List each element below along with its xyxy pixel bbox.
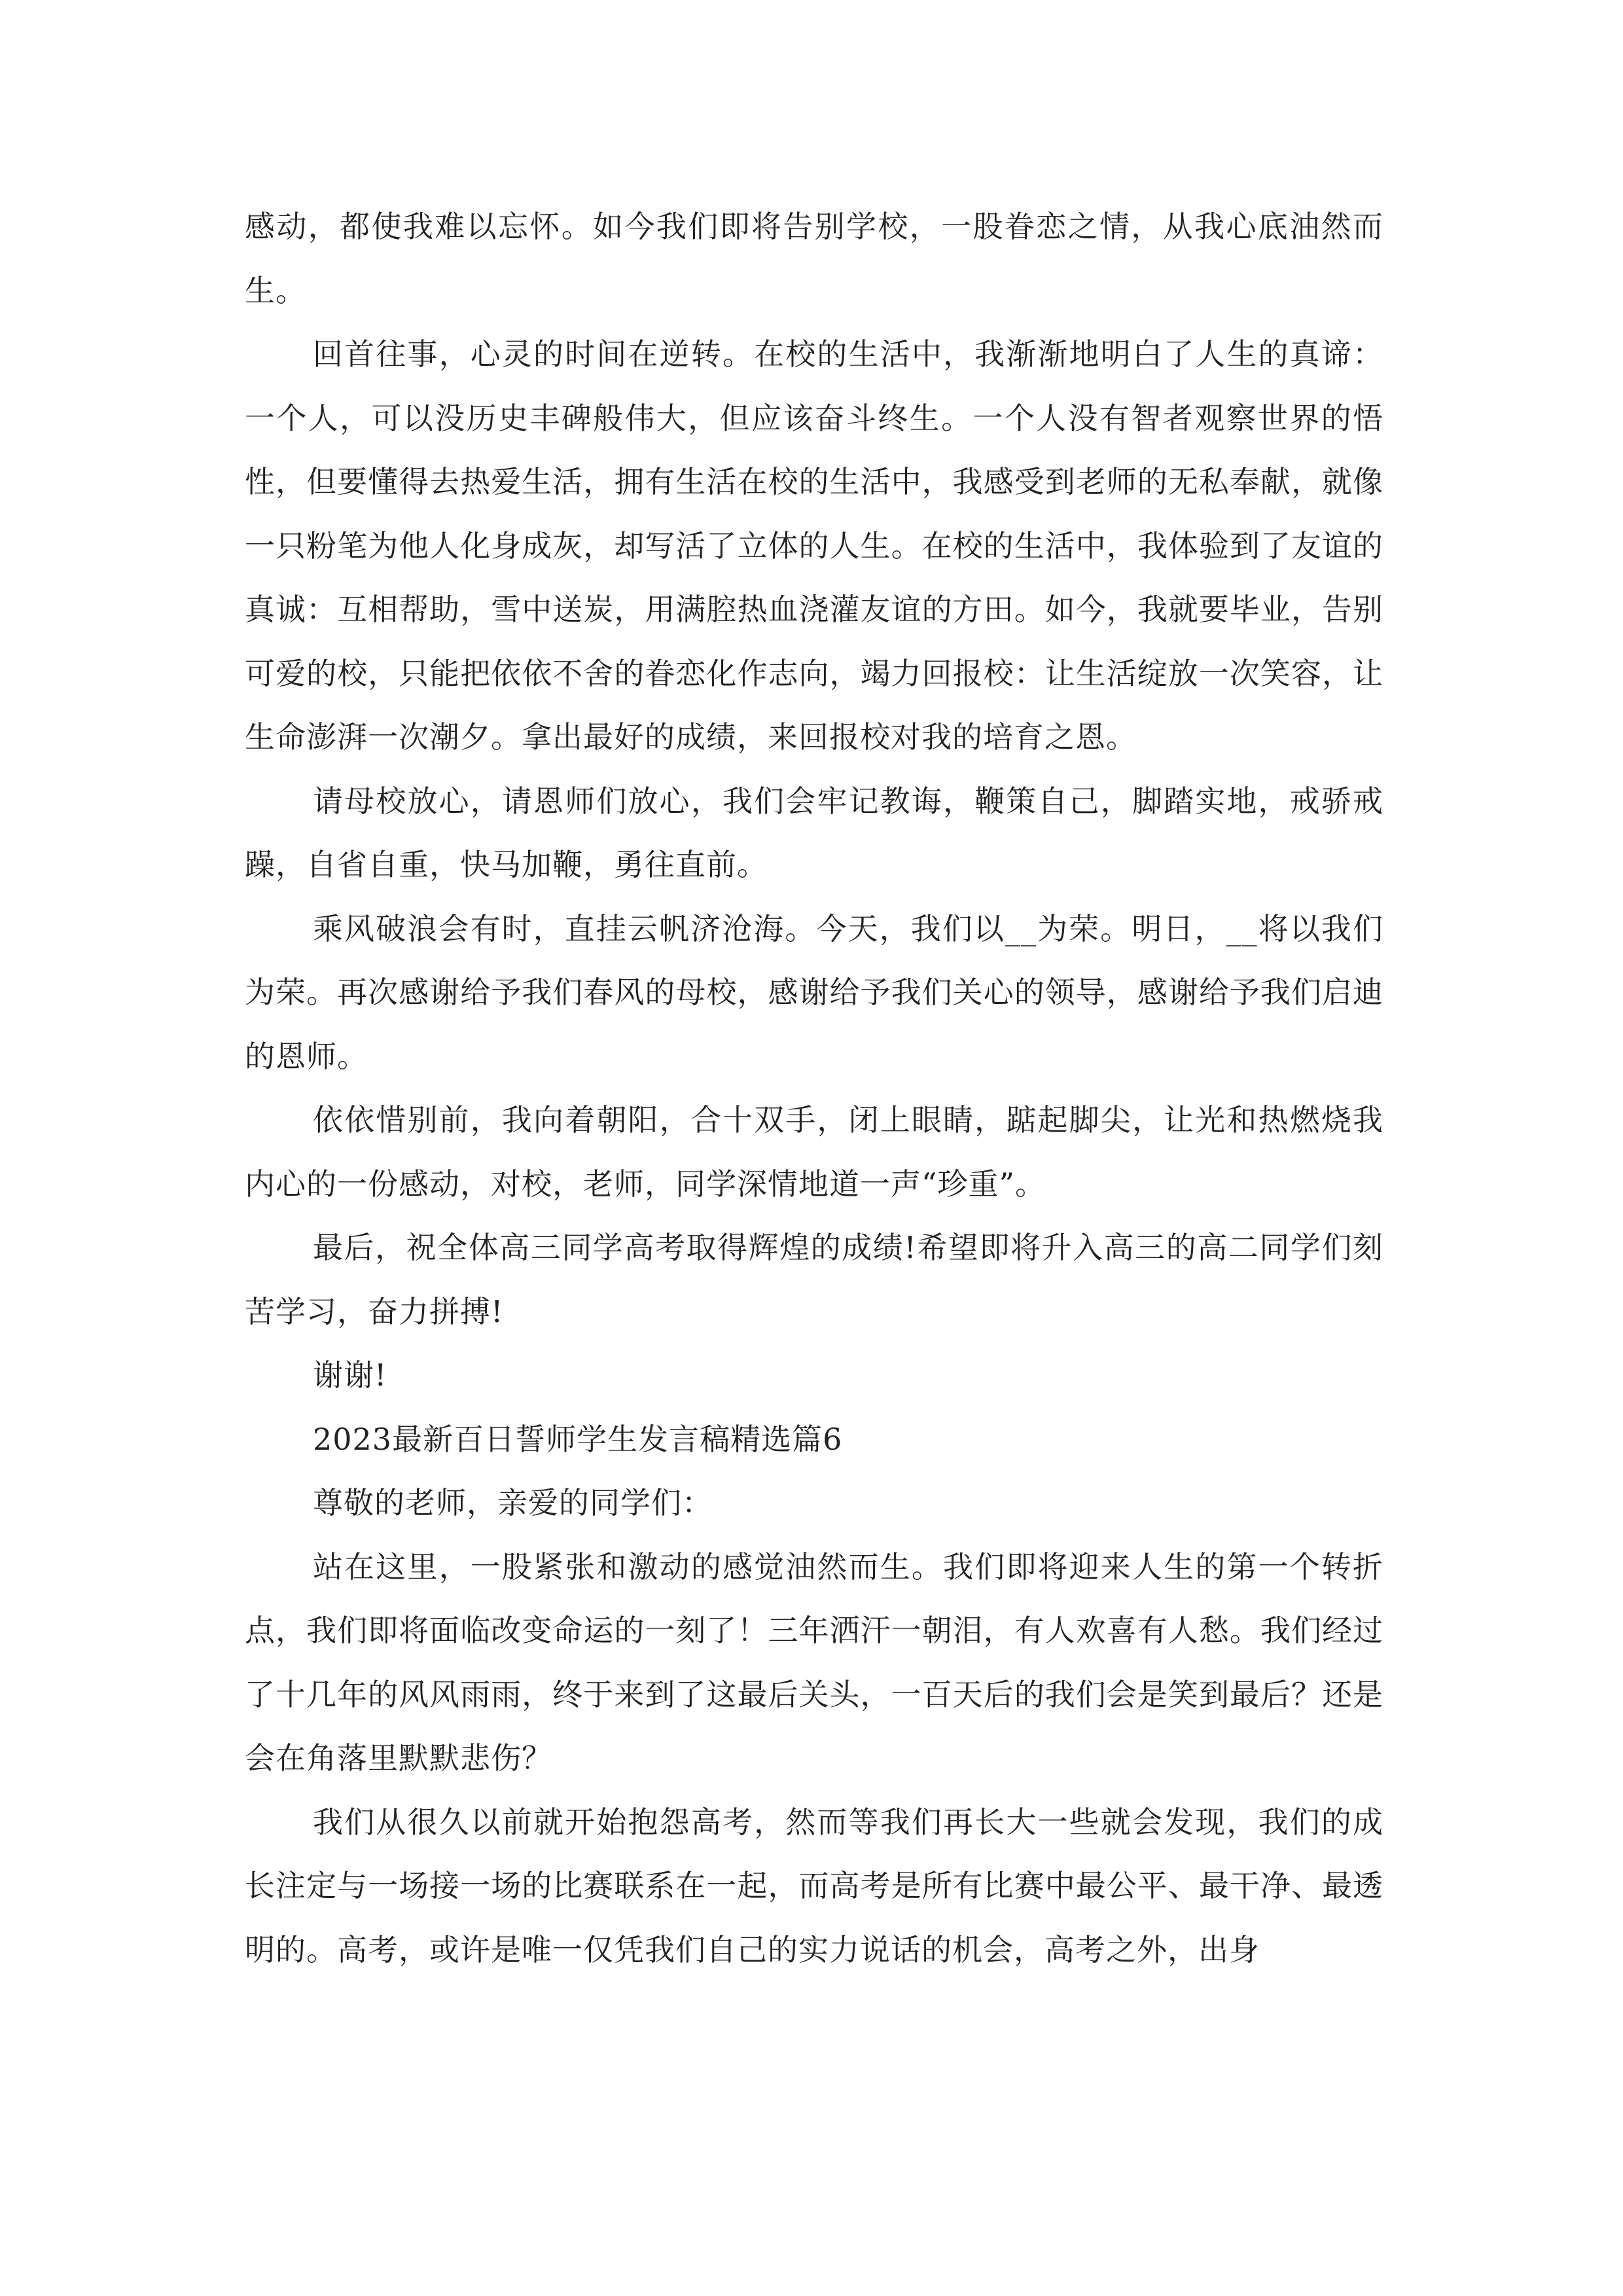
paragraph-promise: 请母校放心，请恩师们放心，我们会牢记教诲，鞭策自己，脚踏实地，戒骄戒躁，自省自重，快马加鞭，勇往直前。 xyxy=(245,783,1383,882)
paragraph-opening: 站在这里，一股紧张和激动的感觉油然而生。我们即将迎来人生的第一个转折点，我们即将面临改变命运的一刻了！三年洒汗一朝泪，有人欢喜有人愁。我们经过了十几年的风风雨雨，终于来到了这最后关头，一百天后的我们会是笑到最后？还是会在角落里默默悲伤？ xyxy=(245,1549,1383,1776)
paragraph-wishes: 最后，祝全体高三同学高考取得辉煌的成绩!希望即将升入高三的高二同学们刻苦学习，奋力拼搏! xyxy=(245,1230,1383,1329)
paragraph-farewell: 依依惜别前，我向着朝阳，合十双手，闭上眼睛，踮起脚尖，让光和热燃烧我内心的一份感动，对校，老师，同学深情地道一声“珍重”。 xyxy=(245,1102,1383,1202)
paragraph-continuation: 感动，都使我难以忘怀。如今我们即将告别学校，一股眷恋之情，从我心底油然而生。 xyxy=(245,209,1383,308)
paragraph-thanks: 谢谢! xyxy=(313,1357,387,1393)
document-body xyxy=(245,195,1383,1982)
paragraph-reflection: 回首往事，心灵的时间在逆转。在校的生活中，我渐渐地明白了人生的真谛：一个人，可以没历史丰碑般伟大，但应该奋斗终生。一个人没有智者观察世界的悟性，但要懂得去热爱生活，拥有生活在校的生活中，我感受到老师的无私奉献，就像一只粉笔为他人化身成灰，却写活了立体的人生。在校的生活中，我体验到了友谊的真诚：互相帮助，雪中送炭，用满腔热血浇灌友谊的方田。如今，我就要毕业，告别可爱的校，只能把依依不舍的眷恋化作志向，竭力回报校：让生活绽放一次笑容，让生命澎湃一次潮夕。拿出最好的成绩，来回报校对我的培育之恩。 xyxy=(245,336,1383,755)
section-title: 2023最新百日誓师学生发言稿精选篇6 xyxy=(313,1421,843,1457)
paragraph-exam: 我们从很久以前就开始抱怨高考，然而等我们再长大一些就会发现，我们的成长注定与一场接一场的比赛联系在一起，而高考是所有比赛中最公平、最干净、最透明的。高考，或许是唯一仅凭我们自己的实力说话的机会，高考之外，出身 xyxy=(245,1804,1383,1967)
paragraph-gratitude: 乘风破浪会有时，直挂云帆济沧海。今天，我们以__为荣。明日，__将以我们为荣。再次感谢给予我们春风的母校，感谢给予我们关心的领导，感谢给予我们启迪的恩师。 xyxy=(245,910,1383,1074)
paragraph-salutation: 尊敬的老师，亲爱的同学们： xyxy=(313,1485,713,1520)
